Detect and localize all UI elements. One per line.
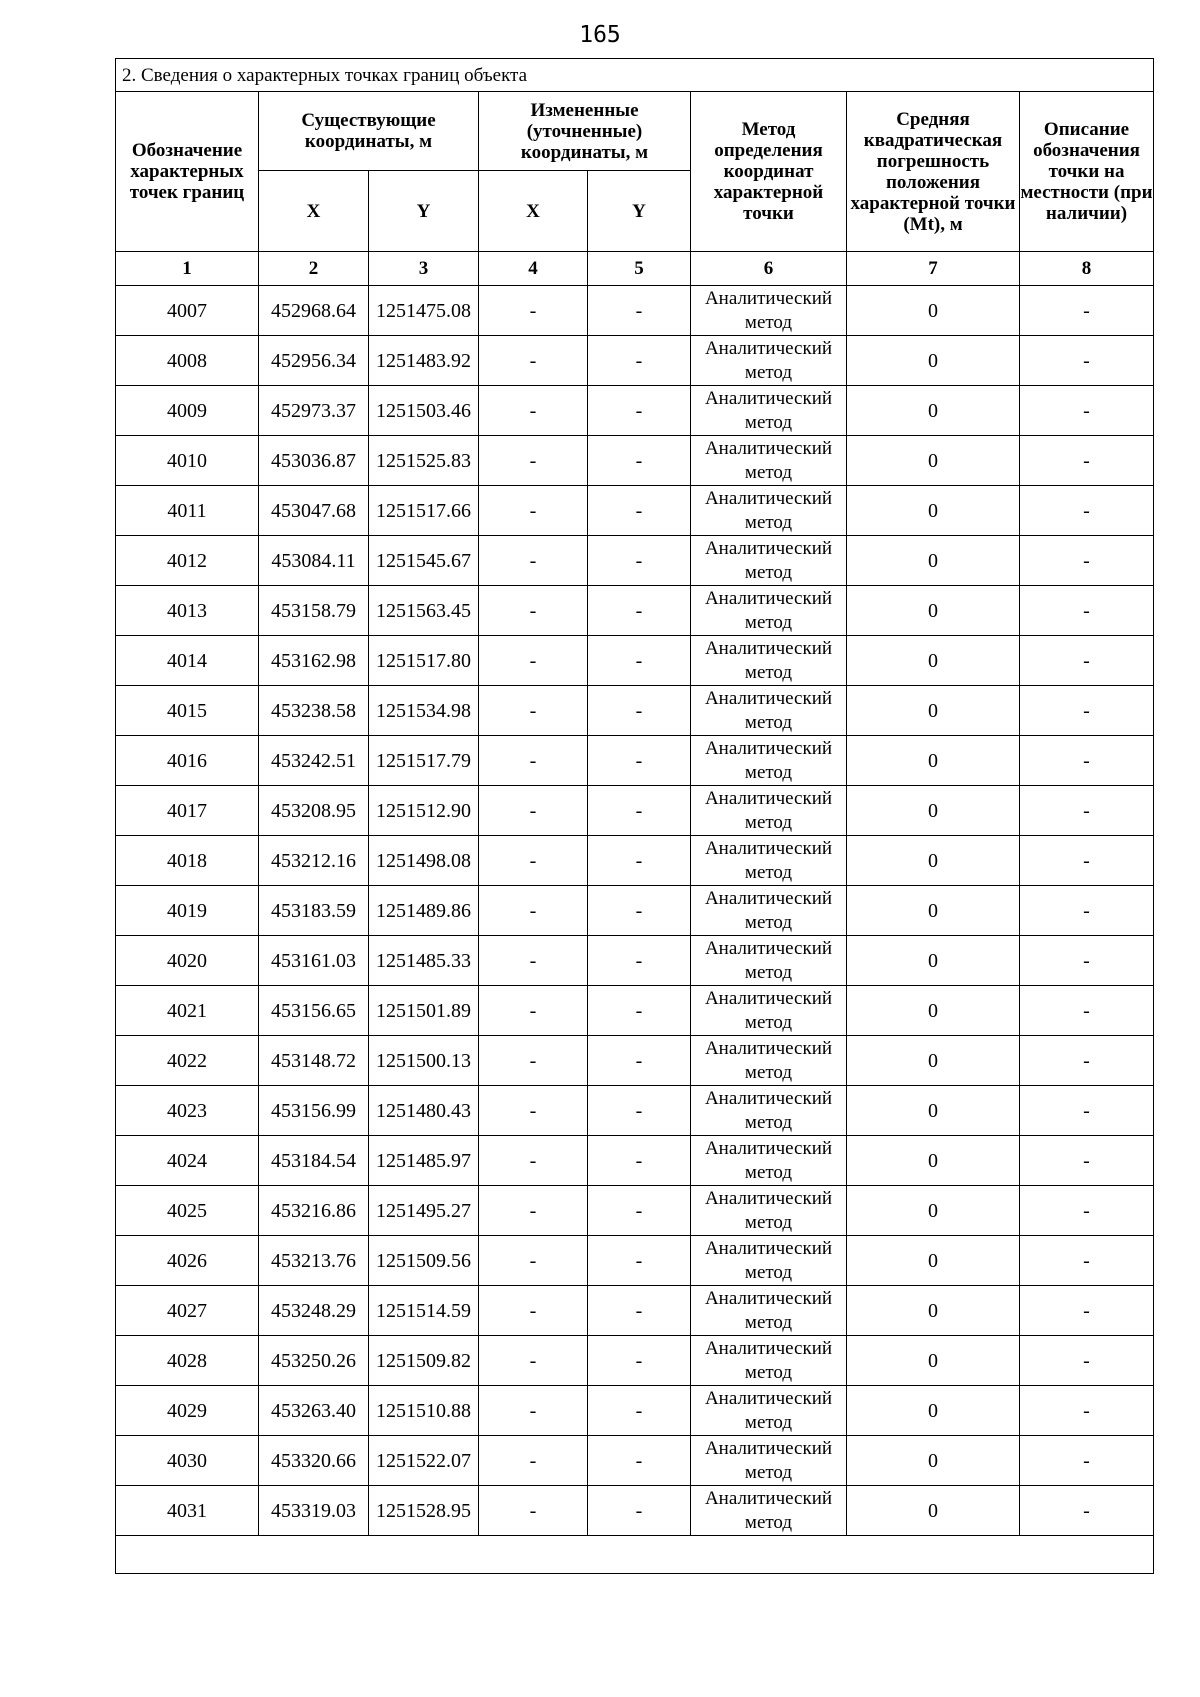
changed-y-cell: - bbox=[588, 936, 691, 986]
boundary-points-table bbox=[115, 58, 1154, 1574]
existing-y-cell: 1251512.90 bbox=[369, 786, 479, 836]
table-row bbox=[116, 1136, 1154, 1186]
changed-x-cell: - bbox=[479, 1086, 588, 1136]
existing-y-cell: 1251528.95 bbox=[369, 1486, 479, 1536]
point-id-cell: 4014 bbox=[116, 636, 259, 686]
mean-error-cell: 0 bbox=[847, 1336, 1020, 1386]
changed-x-cell: - bbox=[479, 1436, 588, 1486]
existing-x-cell: 453216.86 bbox=[259, 1186, 369, 1236]
description-cell: - bbox=[1020, 786, 1154, 836]
column-number: 7 bbox=[847, 252, 1020, 286]
description-cell: - bbox=[1020, 1186, 1154, 1236]
mean-error-cell: 0 bbox=[847, 986, 1020, 1036]
changed-y-cell: - bbox=[588, 536, 691, 586]
changed-y-cell: - bbox=[588, 986, 691, 1036]
blank-footer-row bbox=[116, 1536, 1154, 1574]
changed-y-cell: - bbox=[588, 1486, 691, 1536]
mean-error-cell: 0 bbox=[847, 1486, 1020, 1536]
changed-x-cell: - bbox=[479, 1286, 588, 1336]
description-cell: - bbox=[1020, 986, 1154, 1036]
existing-y-cell: 1251509.82 bbox=[369, 1336, 479, 1386]
mean-error-cell: 0 bbox=[847, 636, 1020, 686]
mean-error-cell: 0 bbox=[847, 786, 1020, 836]
method-cell: Аналитический метод bbox=[691, 1036, 847, 1086]
description-cell: - bbox=[1020, 586, 1154, 636]
changed-x-cell: - bbox=[479, 686, 588, 736]
existing-x-cell: 453036.87 bbox=[259, 436, 369, 486]
column-number: 2 bbox=[259, 252, 369, 286]
existing-y-cell: 1251525.83 bbox=[369, 436, 479, 486]
description-cell: - bbox=[1020, 886, 1154, 936]
existing-y-cell: 1251485.97 bbox=[369, 1136, 479, 1186]
mean-error-cell: 0 bbox=[847, 1236, 1020, 1286]
table-row bbox=[116, 836, 1154, 886]
existing-x-cell: 453158.79 bbox=[259, 586, 369, 636]
changed-x-cell: - bbox=[479, 1236, 588, 1286]
mean-error-cell: 0 bbox=[847, 486, 1020, 536]
table-row bbox=[116, 1186, 1154, 1236]
mean-error-cell: 0 bbox=[847, 736, 1020, 786]
mean-error-cell: 0 bbox=[847, 686, 1020, 736]
description-cell: - bbox=[1020, 336, 1154, 386]
point-id-cell: 4012 bbox=[116, 536, 259, 586]
point-id-cell: 4031 bbox=[116, 1486, 259, 1536]
existing-x-cell: 453184.54 bbox=[259, 1136, 369, 1186]
table-row bbox=[116, 586, 1154, 636]
description-cell: - bbox=[1020, 1286, 1154, 1336]
changed-x-cell: - bbox=[479, 1036, 588, 1086]
point-id-cell: 4026 bbox=[116, 1236, 259, 1286]
existing-x-cell: 453156.65 bbox=[259, 986, 369, 1036]
table-row bbox=[116, 386, 1154, 436]
existing-y-cell: 1251517.79 bbox=[369, 736, 479, 786]
header-method: Метод определения координат характерной точки bbox=[691, 92, 847, 252]
existing-y-cell: 1251514.59 bbox=[369, 1286, 479, 1336]
table-row bbox=[116, 1436, 1154, 1486]
changed-x-cell: - bbox=[479, 1186, 588, 1236]
point-id-cell: 4017 bbox=[116, 786, 259, 836]
changed-y-cell: - bbox=[588, 1086, 691, 1136]
existing-x-cell: 453208.95 bbox=[259, 786, 369, 836]
table-row bbox=[116, 286, 1154, 336]
method-cell: Аналитический метод bbox=[691, 436, 847, 486]
existing-x-cell: 453084.11 bbox=[259, 536, 369, 586]
method-cell: Аналитический метод bbox=[691, 686, 847, 736]
header-changed-x: X bbox=[479, 171, 588, 252]
method-cell: Аналитический метод bbox=[691, 1086, 847, 1136]
table-row bbox=[116, 936, 1154, 986]
table-row bbox=[116, 986, 1154, 1036]
existing-x-cell: 453183.59 bbox=[259, 886, 369, 936]
existing-y-cell: 1251480.43 bbox=[369, 1086, 479, 1136]
existing-x-cell: 452968.64 bbox=[259, 286, 369, 336]
point-id-cell: 4024 bbox=[116, 1136, 259, 1186]
existing-y-cell: 1251501.89 bbox=[369, 986, 479, 1036]
existing-x-cell: 453319.03 bbox=[259, 1486, 369, 1536]
changed-y-cell: - bbox=[588, 586, 691, 636]
description-cell: - bbox=[1020, 286, 1154, 336]
existing-y-cell: 1251517.66 bbox=[369, 486, 479, 536]
changed-x-cell: - bbox=[479, 586, 588, 636]
changed-x-cell: - bbox=[479, 786, 588, 836]
description-cell: - bbox=[1020, 1086, 1154, 1136]
changed-x-cell: - bbox=[479, 1486, 588, 1536]
table-row bbox=[116, 1336, 1154, 1386]
header-designation: Обозначение характерных точек границ bbox=[116, 92, 259, 252]
point-id-cell: 4029 bbox=[116, 1386, 259, 1436]
existing-y-cell: 1251509.56 bbox=[369, 1236, 479, 1286]
changed-y-cell: - bbox=[588, 1186, 691, 1236]
existing-x-cell: 453212.16 bbox=[259, 836, 369, 886]
existing-x-cell: 452973.37 bbox=[259, 386, 369, 436]
column-number: 4 bbox=[479, 252, 588, 286]
existing-y-cell: 1251485.33 bbox=[369, 936, 479, 986]
description-cell: - bbox=[1020, 1386, 1154, 1436]
existing-x-cell: 453156.99 bbox=[259, 1086, 369, 1136]
table-row bbox=[116, 686, 1154, 736]
point-id-cell: 4028 bbox=[116, 1336, 259, 1386]
changed-y-cell: - bbox=[588, 1036, 691, 1086]
changed-x-cell: - bbox=[479, 1336, 588, 1386]
existing-x-cell: 453047.68 bbox=[259, 486, 369, 536]
changed-y-cell: - bbox=[588, 286, 691, 336]
existing-x-cell: 453242.51 bbox=[259, 736, 369, 786]
point-id-cell: 4022 bbox=[116, 1036, 259, 1086]
method-cell: Аналитический метод bbox=[691, 286, 847, 336]
description-cell: - bbox=[1020, 836, 1154, 886]
changed-y-cell: - bbox=[588, 386, 691, 436]
changed-x-cell: - bbox=[479, 436, 588, 486]
header-changed-y: Y bbox=[588, 171, 691, 252]
mean-error-cell: 0 bbox=[847, 886, 1020, 936]
changed-x-cell: - bbox=[479, 986, 588, 1036]
point-id-cell: 4023 bbox=[116, 1086, 259, 1136]
description-cell: - bbox=[1020, 486, 1154, 536]
description-cell: - bbox=[1020, 1136, 1154, 1186]
method-cell: Аналитический метод bbox=[691, 786, 847, 836]
table-row bbox=[116, 336, 1154, 386]
existing-y-cell: 1251483.92 bbox=[369, 336, 479, 386]
changed-y-cell: - bbox=[588, 636, 691, 686]
table-row bbox=[116, 1486, 1154, 1536]
existing-x-cell: 453250.26 bbox=[259, 1336, 369, 1386]
point-id-cell: 4009 bbox=[116, 386, 259, 436]
changed-y-cell: - bbox=[588, 786, 691, 836]
header-existing-y: Y bbox=[369, 171, 479, 252]
point-id-cell: 4018 bbox=[116, 836, 259, 886]
point-id-cell: 4011 bbox=[116, 486, 259, 536]
existing-x-cell: 453263.40 bbox=[259, 1386, 369, 1436]
table-row bbox=[116, 886, 1154, 936]
column-number: 3 bbox=[369, 252, 479, 286]
existing-x-cell: 453148.72 bbox=[259, 1036, 369, 1086]
table-row bbox=[116, 736, 1154, 786]
page-number: 165 bbox=[579, 22, 621, 48]
changed-x-cell: - bbox=[479, 836, 588, 886]
existing-y-cell: 1251563.45 bbox=[369, 586, 479, 636]
description-cell: - bbox=[1020, 736, 1154, 786]
mean-error-cell: 0 bbox=[847, 1186, 1020, 1236]
point-id-cell: 4020 bbox=[116, 936, 259, 986]
existing-y-cell: 1251489.86 bbox=[369, 886, 479, 936]
existing-y-cell: 1251503.46 bbox=[369, 386, 479, 436]
changed-y-cell: - bbox=[588, 1136, 691, 1186]
changed-y-cell: - bbox=[588, 336, 691, 386]
mean-error-cell: 0 bbox=[847, 936, 1020, 986]
existing-y-cell: 1251475.08 bbox=[369, 286, 479, 336]
method-cell: Аналитический метод bbox=[691, 1286, 847, 1336]
changed-y-cell: - bbox=[588, 1236, 691, 1286]
changed-y-cell: - bbox=[588, 1386, 691, 1436]
table-row bbox=[116, 486, 1154, 536]
existing-y-cell: 1251517.80 bbox=[369, 636, 479, 686]
table-row bbox=[116, 1286, 1154, 1336]
existing-x-cell: 453248.29 bbox=[259, 1286, 369, 1336]
existing-x-cell: 453162.98 bbox=[259, 636, 369, 686]
existing-x-cell: 452956.34 bbox=[259, 336, 369, 386]
method-cell: Аналитический метод bbox=[691, 1136, 847, 1186]
point-id-cell: 4010 bbox=[116, 436, 259, 486]
existing-y-cell: 1251534.98 bbox=[369, 686, 479, 736]
method-cell: Аналитический метод bbox=[691, 736, 847, 786]
header-changed-coords: Измененные (уточненные) координаты, м bbox=[479, 92, 691, 171]
method-cell: Аналитический метод bbox=[691, 586, 847, 636]
changed-x-cell: - bbox=[479, 1386, 588, 1436]
existing-x-cell: 453161.03 bbox=[259, 936, 369, 986]
method-cell: Аналитический метод bbox=[691, 336, 847, 386]
description-cell: - bbox=[1020, 436, 1154, 486]
mean-error-cell: 0 bbox=[847, 1086, 1020, 1136]
section-title: 2. Сведения о характерных точках границ объекта bbox=[116, 59, 1154, 92]
changed-x-cell: - bbox=[479, 636, 588, 686]
mean-error-cell: 0 bbox=[847, 586, 1020, 636]
description-cell: - bbox=[1020, 636, 1154, 686]
description-cell: - bbox=[1020, 1036, 1154, 1086]
changed-y-cell: - bbox=[588, 736, 691, 786]
method-cell: Аналитический метод bbox=[691, 1386, 847, 1436]
existing-y-cell: 1251522.07 bbox=[369, 1436, 479, 1486]
mean-error-cell: 0 bbox=[847, 536, 1020, 586]
method-cell: Аналитический метод bbox=[691, 936, 847, 986]
mean-error-cell: 0 bbox=[847, 436, 1020, 486]
changed-x-cell: - bbox=[479, 386, 588, 436]
header-description: Описание обозначения точки на местности (при наличии) bbox=[1020, 92, 1154, 252]
changed-y-cell: - bbox=[588, 836, 691, 886]
column-number: 6 bbox=[691, 252, 847, 286]
mean-error-cell: 0 bbox=[847, 1386, 1020, 1436]
changed-x-cell: - bbox=[479, 336, 588, 386]
header-mean-error: Средняя квадратическая погрешность положения характерной точки (Mt), м bbox=[847, 92, 1020, 252]
method-cell: Аналитический метод bbox=[691, 386, 847, 436]
description-cell: - bbox=[1020, 1436, 1154, 1486]
point-id-cell: 4016 bbox=[116, 736, 259, 786]
description-cell: - bbox=[1020, 686, 1154, 736]
existing-y-cell: 1251510.88 bbox=[369, 1386, 479, 1436]
method-cell: Аналитический метод bbox=[691, 1186, 847, 1236]
description-cell: - bbox=[1020, 1486, 1154, 1536]
changed-y-cell: - bbox=[588, 686, 691, 736]
existing-x-cell: 453213.76 bbox=[259, 1236, 369, 1286]
existing-y-cell: 1251495.27 bbox=[369, 1186, 479, 1236]
mean-error-cell: 0 bbox=[847, 836, 1020, 886]
method-cell: Аналитический метод bbox=[691, 986, 847, 1036]
mean-error-cell: 0 bbox=[847, 336, 1020, 386]
point-id-cell: 4008 bbox=[116, 336, 259, 386]
changed-y-cell: - bbox=[588, 436, 691, 486]
method-cell: Аналитический метод bbox=[691, 1236, 847, 1286]
mean-error-cell: 0 bbox=[847, 286, 1020, 336]
existing-x-cell: 453320.66 bbox=[259, 1436, 369, 1486]
changed-x-cell: - bbox=[479, 1136, 588, 1186]
method-cell: Аналитический метод bbox=[691, 1486, 847, 1536]
point-id-cell: 4025 bbox=[116, 1186, 259, 1236]
method-cell: Аналитический метод bbox=[691, 536, 847, 586]
description-cell: - bbox=[1020, 936, 1154, 986]
existing-y-cell: 1251500.13 bbox=[369, 1036, 479, 1086]
point-id-cell: 4015 bbox=[116, 686, 259, 736]
table-row bbox=[116, 786, 1154, 836]
method-cell: Аналитический метод bbox=[691, 636, 847, 686]
changed-x-cell: - bbox=[479, 536, 588, 586]
column-number: 8 bbox=[1020, 252, 1154, 286]
point-id-cell: 4030 bbox=[116, 1436, 259, 1486]
column-number-row bbox=[116, 252, 1154, 286]
header-existing-coords: Существующие координаты, м bbox=[259, 92, 479, 171]
changed-y-cell: - bbox=[588, 1336, 691, 1386]
table-row bbox=[116, 1386, 1154, 1436]
table-row bbox=[116, 1086, 1154, 1136]
changed-x-cell: - bbox=[479, 286, 588, 336]
description-cell: - bbox=[1020, 386, 1154, 436]
changed-y-cell: - bbox=[588, 1286, 691, 1336]
changed-y-cell: - bbox=[588, 886, 691, 936]
point-id-cell: 4007 bbox=[116, 286, 259, 336]
mean-error-cell: 0 bbox=[847, 1436, 1020, 1486]
existing-x-cell: 453238.58 bbox=[259, 686, 369, 736]
point-id-cell: 4027 bbox=[116, 1286, 259, 1336]
point-id-cell: 4013 bbox=[116, 586, 259, 636]
table-row bbox=[116, 1036, 1154, 1086]
changed-y-cell: - bbox=[588, 486, 691, 536]
method-cell: Аналитический метод bbox=[691, 1436, 847, 1486]
mean-error-cell: 0 bbox=[847, 1136, 1020, 1186]
table-row bbox=[116, 536, 1154, 586]
changed-y-cell: - bbox=[588, 1436, 691, 1486]
point-id-cell: 4021 bbox=[116, 986, 259, 1036]
existing-y-cell: 1251545.67 bbox=[369, 536, 479, 586]
method-cell: Аналитический метод bbox=[691, 1336, 847, 1386]
table-row bbox=[116, 636, 1154, 686]
column-number: 5 bbox=[588, 252, 691, 286]
changed-x-cell: - bbox=[479, 486, 588, 536]
existing-y-cell: 1251498.08 bbox=[369, 836, 479, 886]
method-cell: Аналитический метод bbox=[691, 486, 847, 536]
column-number: 1 bbox=[116, 252, 259, 286]
blank-cell bbox=[116, 1536, 1154, 1574]
table-row bbox=[116, 1236, 1154, 1286]
description-cell: - bbox=[1020, 536, 1154, 586]
table-body bbox=[116, 286, 1154, 1536]
changed-x-cell: - bbox=[479, 936, 588, 986]
mean-error-cell: 0 bbox=[847, 1286, 1020, 1336]
mean-error-cell: 0 bbox=[847, 1036, 1020, 1086]
changed-x-cell: - bbox=[479, 886, 588, 936]
table-header bbox=[116, 59, 1154, 286]
mean-error-cell: 0 bbox=[847, 386, 1020, 436]
method-cell: Аналитический метод bbox=[691, 836, 847, 886]
description-cell: - bbox=[1020, 1236, 1154, 1286]
table-row bbox=[116, 436, 1154, 486]
description-cell: - bbox=[1020, 1336, 1154, 1386]
header-existing-x: X bbox=[259, 171, 369, 252]
point-id-cell: 4019 bbox=[116, 886, 259, 936]
changed-x-cell: - bbox=[479, 736, 588, 786]
method-cell: Аналитический метод bbox=[691, 886, 847, 936]
